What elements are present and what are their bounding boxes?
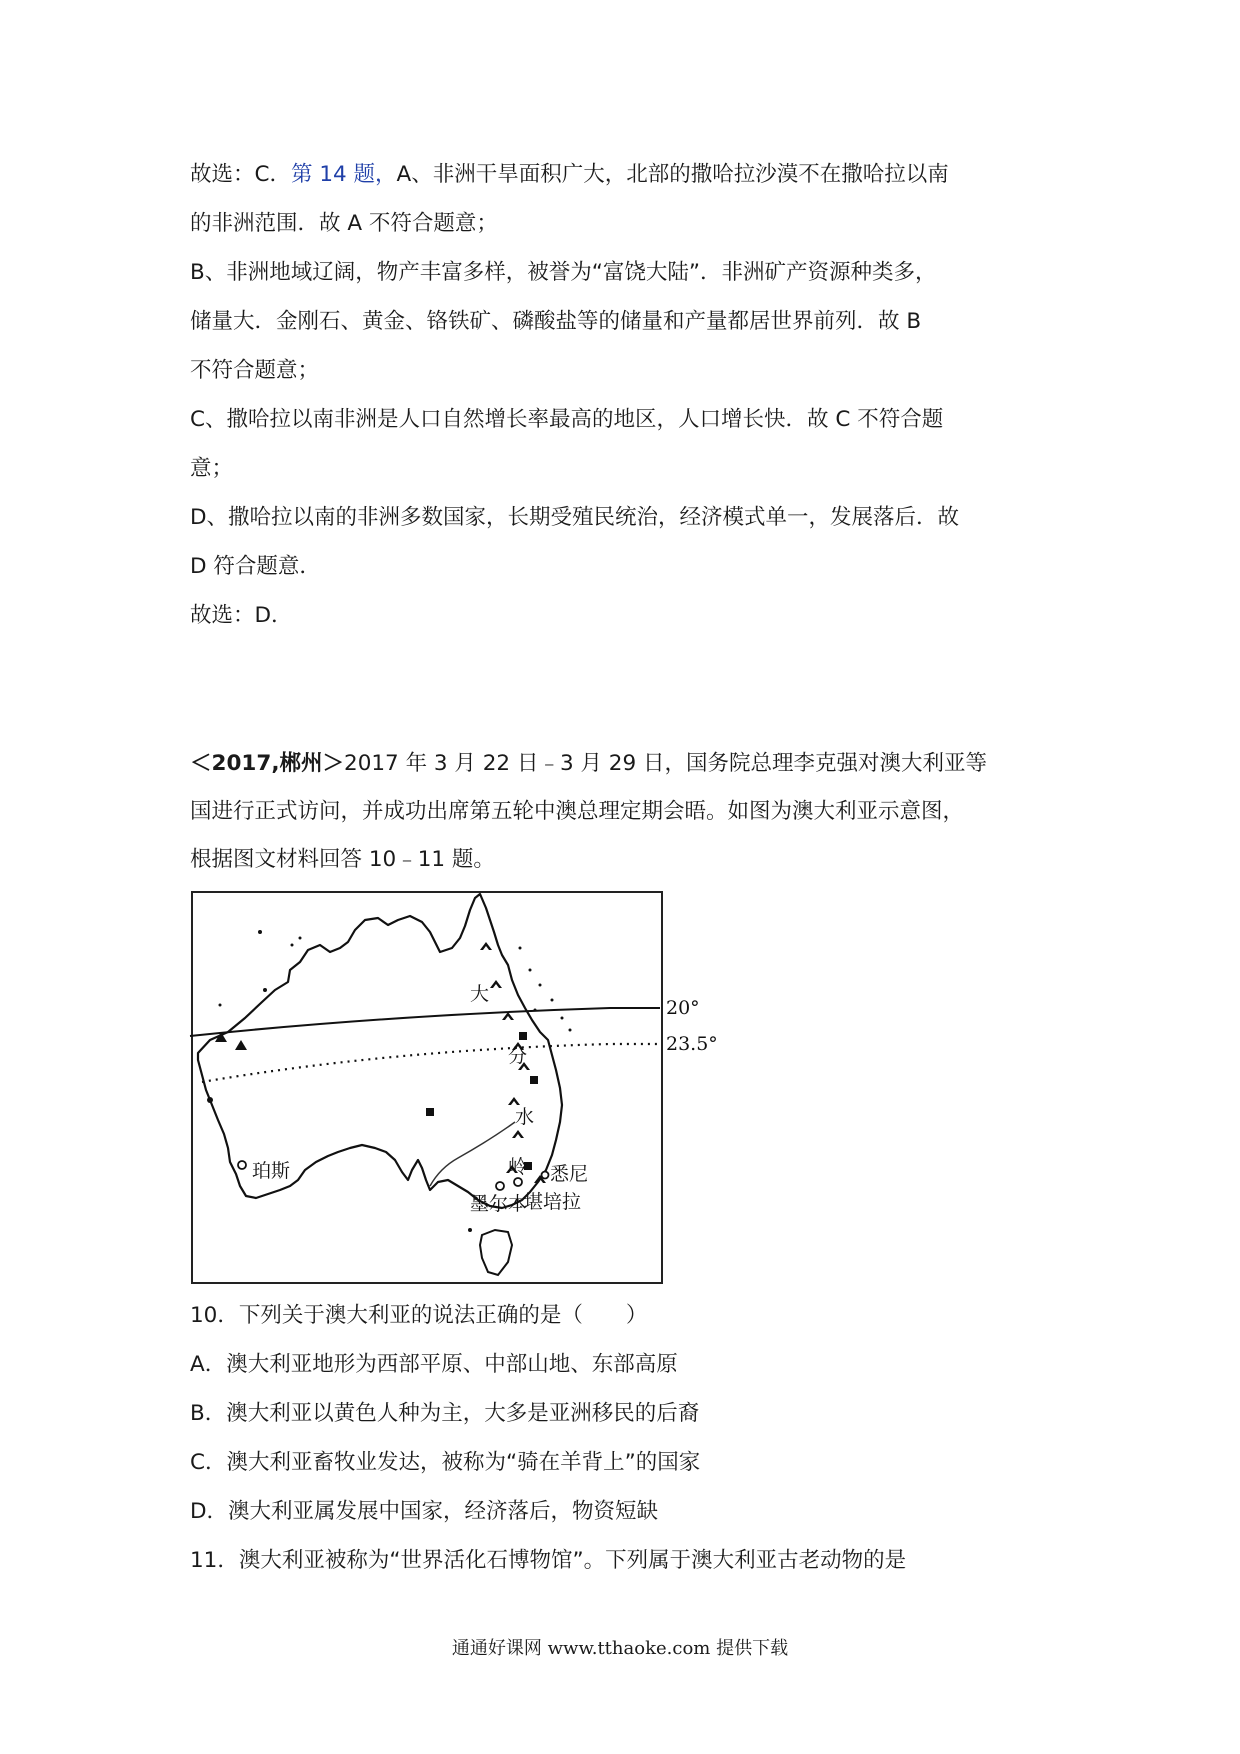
city-dot-perth xyxy=(238,1161,246,1169)
label-melbourne: 墨尔本 xyxy=(470,1193,528,1215)
answer-prefix: 故选：C． xyxy=(190,162,292,187)
australia-map xyxy=(190,890,718,1285)
map-frame xyxy=(192,892,662,1283)
label-range-1: 大 xyxy=(470,983,490,1005)
label-range-3: 水 xyxy=(515,1106,535,1128)
city-dot-sydney xyxy=(542,1172,549,1179)
tasmania-outline xyxy=(480,1230,512,1275)
answer-line-7: 意； xyxy=(190,456,234,481)
label-sydney: 悉尼 xyxy=(550,1163,589,1185)
intro-line-3: 根据图文材料回答 10﹣11 题。 xyxy=(190,847,495,872)
answer-line-4: 储量大．金刚石、黄金、铬铁矿、磷酸盐等的储量和产量都居世界前列．故 B xyxy=(190,309,922,334)
label-range-4: 岭 xyxy=(508,1156,528,1178)
q10-option-d: D．澳大利亚属发展中国家，经济落后，物资短缺 xyxy=(190,1499,659,1524)
city-dot-melbourne xyxy=(496,1182,504,1190)
question-ref-link[interactable]: 第 14 题， xyxy=(291,162,397,187)
intro-line-1 xyxy=(190,749,987,779)
river xyxy=(430,1122,515,1186)
source-tag: ＜2017,郴州＞ xyxy=(190,751,345,776)
q10-stem: 10．下列关于澳大利亚的说法正确的是（ ） xyxy=(190,1303,648,1328)
map-symbols xyxy=(215,942,546,1183)
q10-option-c: C．澳大利亚畜牧业发达，被称为“骑在羊背上”的国家 xyxy=(190,1450,701,1475)
intro-line-2: 国进行正式访问，并成功出席第五轮中澳总理定期会晤。如图为澳大利亚示意图， xyxy=(190,799,965,824)
q10-option-a: A．澳大利亚地形为西部平原、中部山地、东部高原 xyxy=(190,1352,678,1377)
tropic-line xyxy=(202,1044,660,1082)
city-dot-canberra xyxy=(514,1178,522,1186)
q11-stem: 11．澳大利亚被称为“世界活化石博物馆”。下列属于澳大利亚古老动物的是 xyxy=(190,1548,907,1573)
answer-text: A、非洲干旱面积广大，北部的撒哈拉沙漠不在撒哈拉以南 xyxy=(396,162,949,187)
label-lat-20: 20° xyxy=(666,997,700,1019)
answer-line-1 xyxy=(190,160,949,190)
answer-line-9: D 符合题意． xyxy=(190,554,321,579)
answer-line-5: 不符合题意； xyxy=(190,358,320,383)
answer-line-8: D、撒哈拉以南的非洲多数国家，长期受殖民统治，经济模式单一，发展落后．故 xyxy=(190,505,960,530)
answer-line-2: 的非洲范围．故 A 不符合题意； xyxy=(190,211,498,236)
label-canberra: 堪培拉 xyxy=(524,1191,582,1213)
answer-line-10: 故选：D． xyxy=(190,603,293,628)
label-perth: 珀斯 xyxy=(252,1160,291,1182)
intro-text: 2017 年 3 月 22 日﹣3 月 29 日，国务院总理李克强对澳大利亚等 xyxy=(344,751,987,776)
latitude-20-line xyxy=(190,1008,660,1036)
page-footer: 通通好课网 www.tthaoke.com 提供下载 xyxy=(451,1638,789,1659)
label-lat-23-5: 23.5° xyxy=(666,1033,718,1055)
answer-line-3: B、非洲地域辽阔，物产丰富多样，被誉为“富饶大陆”．非洲矿产资源种类多， xyxy=(190,260,937,285)
answer-line-6: C、撒哈拉以南非洲是人口自然增长率最高的地区，人口增长快．故 C 不符合题 xyxy=(190,407,944,432)
label-range-2: 分 xyxy=(508,1045,528,1067)
q10-option-b: B．澳大利亚以黄色人种为主，大多是亚洲移民的后裔 xyxy=(190,1401,700,1426)
